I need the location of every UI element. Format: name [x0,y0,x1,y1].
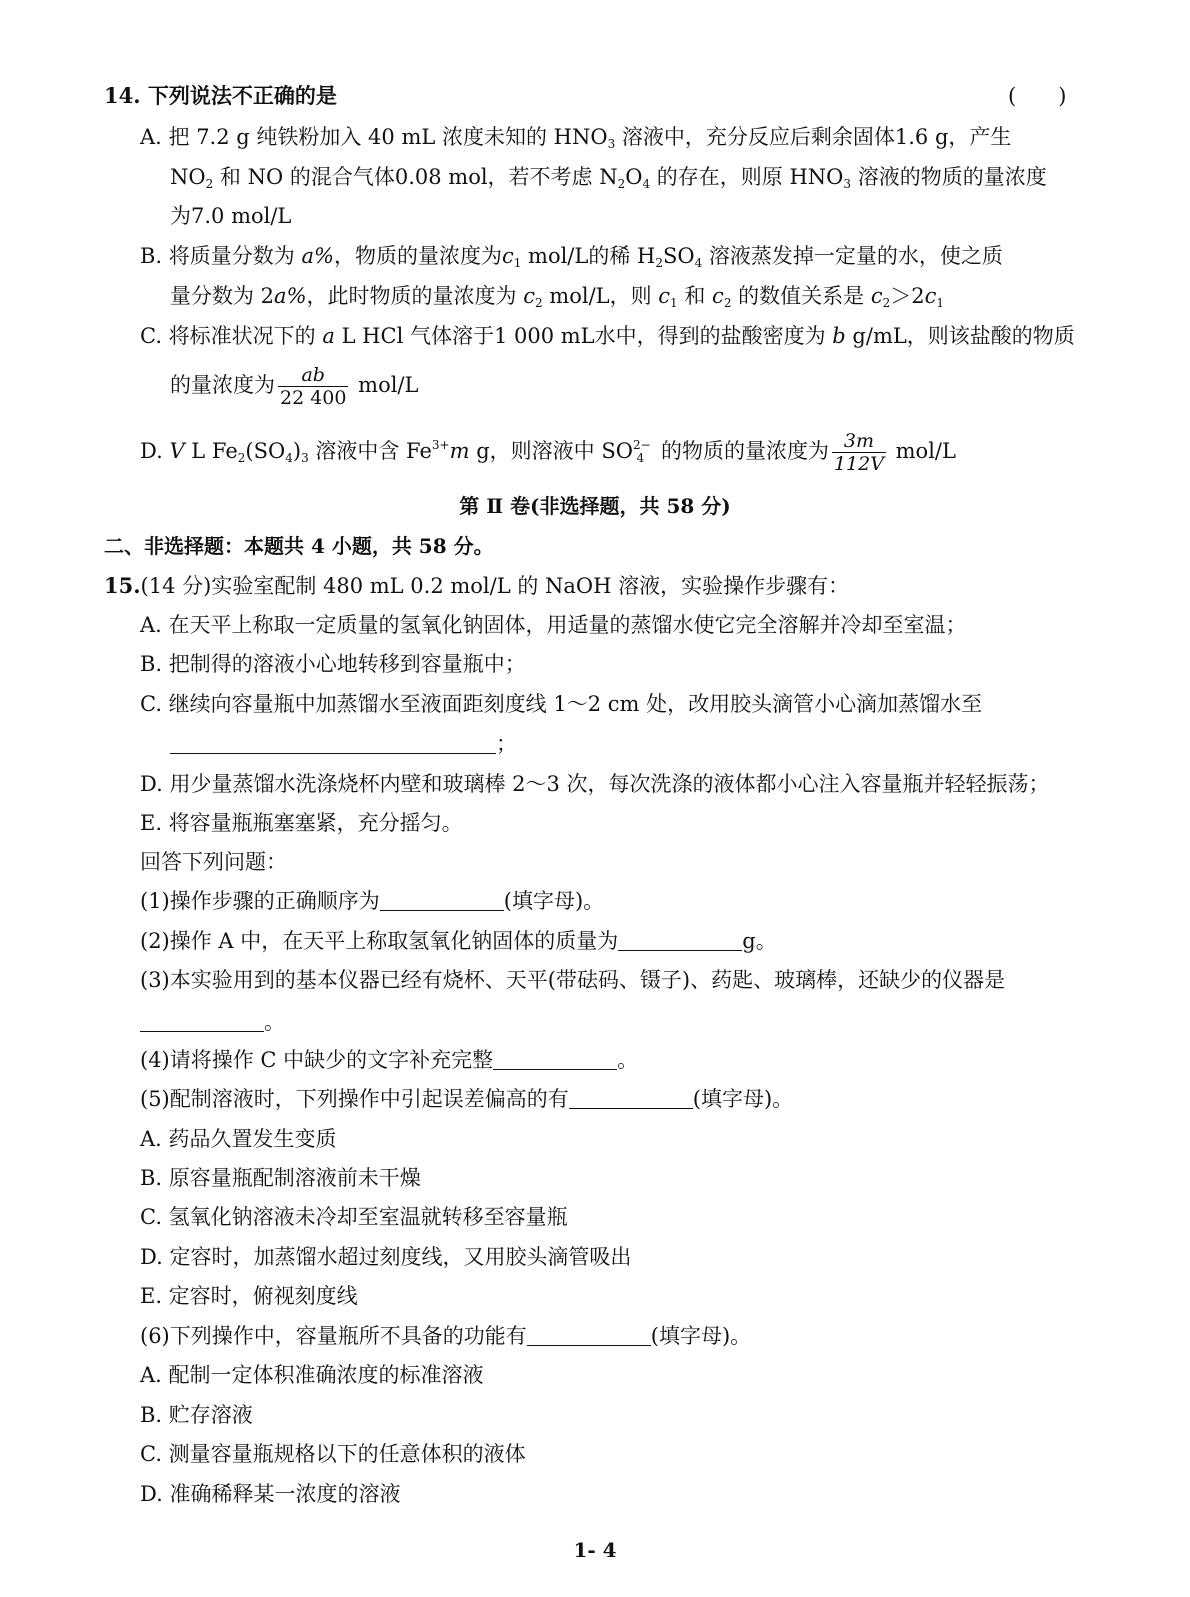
q15-step-e: E. 将容量瓶瓶塞塞紧，充分摇匀。 [140,811,463,835]
section-title: 第 Ⅱ 卷(非选择题，共 58 分) [459,494,731,518]
part2-heading: 二、非选择题：本题共 4 小题，共 58 分。 [104,534,494,558]
q15-sub6-option-d: D. 准确稀释某一浓度的溶液 [140,1482,401,1506]
q14-stem: 14. 下列说法不正确的是 [104,83,337,108]
answer-blank-3[interactable] [140,1011,264,1032]
q15-sub6-option-b: B. 贮存溶液 [140,1403,253,1427]
answer-blank-6[interactable] [527,1325,651,1346]
q14-option-c-line1: C. 将标准状况下的 a L HCl 气体溶于1 000 mL水中，得到的盐酸密度为 b g/mL，则该盐酸的物质 [140,324,1075,348]
q14-option-d: D. V L $Fe_2(SO_4)_3$ 溶液中含 $Fe^{3+}m$ g，则溶液中 $SO^{2-}_4$ 的物质的量浓度为 $\frac{3m}{112V}$ mol/L [140,430,956,475]
fraction-3m-over-112v: $\frac{3m}{112V}$ [833,430,884,475]
q15-sub5-option-d: D. 定容时，加蒸馏水超过刻度线，又用胶头滴管吸出 [140,1245,632,1269]
q15-sub6: (6)下列操作中，容量瓶所不具备的功能有 (填字母)。 [140,1324,752,1348]
q14-answer-bracket[interactable]: ( ) [1008,84,1067,108]
q15-step-d: D. 用少量蒸馏水洗涤烧杯内壁和玻璃棒 2～3 次，每次洗涤的液体都小心注入容量瓶并轻轻振荡； [140,772,1050,796]
q14-option-b-line2: 量分数为 2a%，此时物质的量浓度为 $c_2$ mol/L，则 $c_1$ 和 $c_2$ 的数值关系是 $c_2>2c_1$ [170,284,944,310]
q15-step-a: A. 在天平上称取一定质量的氢氧化钠固体，用适量的蒸馏水使它完全溶解并冷却至室温； [140,613,967,637]
answer-blank-5[interactable] [569,1088,693,1109]
q14-option-b-line1: B. 将质量分数为 a%，物质的量浓度为$c_1$ mol/L的稀 $H_2SO_4$ 溶液蒸发掉一定量的水，使之质 [140,244,1003,270]
q15-sub6-option-c: C. 测量容量瓶规格以下的任意体积的液体 [140,1442,526,1466]
q15-sub5-option-c: C. 氢氧化钠溶液未冷却至室温就转移至容量瓶 [140,1205,568,1229]
answer-blank-1[interactable] [380,890,504,911]
answer-blank-2[interactable] [618,930,742,951]
q15-sub2: (2)操作 A 中，在天平上称取氢氧化钠固体的质量为 g。 [140,929,777,953]
q15-step-c-blank-line: ； [170,730,517,758]
q14-option-a-line1: A. 把 7.2 g 纯铁粉加入 40 mL 浓度未知的 $HNO_3$ 溶液中，充分反应后剩余固体1.6 g，产生 [140,125,1012,151]
answer-blank-c[interactable] [170,733,496,754]
q14-option-c-line2: 的量浓度为 $\frac{ab}{22 400}$ mol/L [170,364,419,409]
q15-sub5-option-a: A. 药品久置发生变质 [140,1127,337,1151]
q15-stem: 15.(14 分)实验室配制 480 mL 0.2 mol/L 的 NaOH 溶液，实验操作步骤有： [104,573,850,598]
q15-sub3-blank-line: 。 [140,1008,285,1036]
answer-blank-4[interactable] [493,1049,617,1070]
fraction-ab-over-22400: $\frac{ab}{22 400}$ [280,364,347,409]
q15-sub3: (3)本实验用到的基本仪器已经有烧杯、天平(带砝码、镊子)、药匙、玻璃棒，还缺少的仪器是 [140,968,1006,992]
q15-sub5-option-e: E. 定容时，俯视刻度线 [140,1284,358,1308]
q15-step-c: C. 继续向容量瓶中加蒸馏水至液面距刻度线 1～2 cm 处，改用胶头滴管小心滴加蒸馏水至 [140,692,983,716]
q15-sub1: (1)操作步骤的正确顺序为 (填字母)。 [140,889,605,913]
q15-step-b: B. 把制得的溶液小心地转移到容量瓶中； [140,652,526,676]
q15-sub5: (5)配制溶液时，下列操作中引起误差偏高的有 (填字母)。 [140,1087,794,1111]
q15-sub6-option-a: A. 配制一定体积准确浓度的标准溶液 [140,1363,484,1387]
q15-sub5-option-b: B. 原容量瓶配制溶液前未干燥 [140,1166,421,1190]
page-number: 1- 4 [573,1538,617,1562]
q14-option-a-line3: 为7.0 mol/L [170,204,292,228]
q14-option-a-line2: $NO_2$ 和 NO 的混合气体0.08 mol，若不考虑 $N_2O_4$ 的存在，则原 $HNO_3$ 溶液的物质的量浓度 [170,165,1047,191]
q15-sub4: (4)请将操作 C 中缺少的文字补充完整 。 [140,1048,639,1072]
q15-prompt: 回答下列问题： [140,850,287,874]
